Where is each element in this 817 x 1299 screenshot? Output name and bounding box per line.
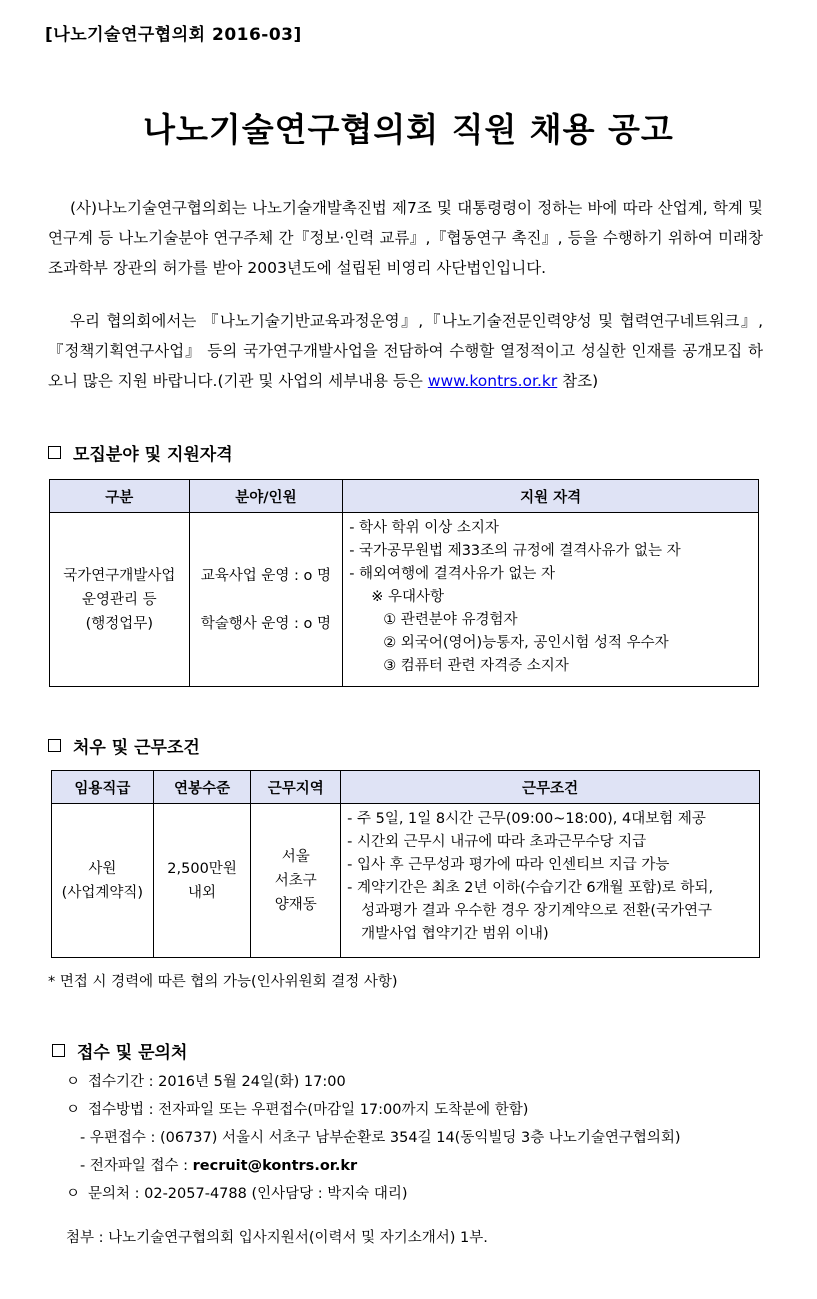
qualification-item: - 해외여행에 결격사유가 없는 자: [349, 566, 555, 582]
email-address[interactable]: recruit@kontrs.or.kr: [192, 1158, 358, 1174]
location-line: 서초구: [274, 872, 317, 889]
method-text: 접수방법 : 전자파일 또는 우편접수(마감일 17:00까지 도착분에 한함): [88, 1102, 529, 1118]
category-line: 운영관리 등: [81, 591, 157, 608]
header-conditions: 근무조건: [341, 771, 760, 804]
header-qualifications: 지원 자격: [343, 480, 759, 513]
rank-line: 사원: [88, 860, 117, 877]
cell-positions: [189, 513, 343, 687]
recruit-text: 우리 협의회에서는 『나노기술기반교육과정운영』,『나노기술전문인력양성 및 협력연구네트워크』,『정책기획연구사업』 등의 국가연구개발사업을 전담하여 수행할 열정적이고 성실한 인재를 공개모집 하오니 많은 지원 바랍니다.(기관 및 사업의 세부내용 등은: [48, 312, 763, 390]
header-positions: 분야/인원: [189, 480, 343, 513]
contact-method: [66, 1096, 681, 1124]
bullet-icon: ㅇ: [66, 1186, 81, 1202]
preference-item: ③ 컴퓨터 관련 자격증 소지자: [383, 658, 569, 674]
recruitment-table: [49, 479, 759, 687]
conditions-table: [51, 770, 760, 958]
cell-conditions: [341, 804, 760, 958]
category-line: (행정업무): [85, 615, 153, 632]
checkbox-square-icon: [48, 739, 61, 752]
checkbox-square-icon: [48, 446, 61, 459]
cell-qualifications: [343, 513, 759, 687]
document-number: [나노기술연구협의회 2016-03]: [45, 25, 302, 45]
category-line: 국가연구개발사업: [63, 567, 176, 584]
recruit-paragraph: [48, 306, 763, 396]
cell-category: [50, 513, 190, 687]
header-salary: 연봉수준: [153, 771, 251, 804]
preference-item: ① 관련분야 유경험자: [383, 612, 518, 628]
contact-period: [66, 1068, 681, 1096]
contact-post: - 우편접수 : (06737) 서울시 서초구 남부순환로 354길 14(동익빌딩 3층 나노기술연구협의회): [80, 1130, 681, 1146]
contact-list: [66, 1068, 681, 1208]
interview-note: * 면접 시 경력에 따른 협의 가능(인사위원회 결정 사항): [48, 974, 398, 990]
position-events: 학술행사 운영 : o 명: [200, 615, 332, 632]
contact-email: [66, 1152, 681, 1180]
intro-paragraph: [48, 193, 763, 283]
contact-inquiry: [66, 1180, 681, 1208]
condition-item: - 시간외 근무시 내규에 따라 초과근무수당 지급: [347, 834, 647, 850]
condition-item: - 주 5일, 1일 8시간 근무(09:00~18:00), 4대보험 제공: [347, 811, 706, 827]
email-label: - 전자파일 접수 :: [80, 1158, 193, 1174]
condition-item-cont: 성과평가 결과 우수한 경우 장기계약으로 전환(국가연구: [361, 903, 713, 919]
rank-line: (사업계약직): [61, 884, 144, 901]
location-line: 양재동: [274, 896, 317, 913]
header-rank: 임용직급: [52, 771, 154, 804]
section-conditions-heading: [48, 733, 200, 758]
bullet-icon: ㅇ: [66, 1102, 81, 1118]
section-conditions-title: 처우 및 근무조건: [73, 738, 200, 758]
position-education: 교육사업 운영 : o 명: [200, 567, 332, 584]
page-title: 나노기술연구협의회 직원 채용 공고: [143, 110, 674, 149]
section-contact-heading: [52, 1038, 187, 1063]
intro-text: (사)나노기술연구협의회는 나노기술개발촉진법 제7조 및 대통령령이 정하는 바에 따라 산업계, 학계 및 연구계 등 나노기술분야 연구주체 간『정보·인력 교류』,『협동연구 촉진』, 등을 수행하기 위하여 미래창조과학부 장관의 허가를 받아 2003년도에 설립된 비영리 사단법인입니다.: [48, 199, 763, 277]
location-line: 서울: [281, 848, 310, 865]
section-recruitment-title: 모집분야 및 지원자격: [73, 445, 233, 465]
header-category: 구분: [50, 480, 190, 513]
condition-item: - 입사 후 근무성과 평가에 따라 인센티브 지급 가능: [347, 857, 670, 873]
cell-salary: [153, 804, 251, 958]
attachment-note: 첨부 : 나노기술연구협의회 입사지원서(이력서 및 자기소개서) 1부.: [66, 1230, 488, 1246]
section-contact-title: 접수 및 문의처: [77, 1043, 188, 1063]
qualification-item: - 국가공무원법 제33조의 규정에 결격사유가 없는 자: [349, 543, 681, 559]
cell-rank: [52, 804, 154, 958]
salary-line: 내외: [188, 884, 217, 901]
section-recruitment-heading: [48, 440, 233, 465]
preference-item: ② 외국어(영어)능통자, 공인시험 성적 우수자: [383, 635, 669, 651]
recruit-text-end: 참조): [557, 372, 599, 390]
header-location: 근무지역: [251, 771, 341, 804]
inquiry-text: 문의처 : 02-2057-4788 (인사담당 : 박지숙 대리): [88, 1186, 408, 1202]
period-text: 접수기간 : 2016년 5월 24일(화) 17:00: [88, 1074, 346, 1090]
website-link[interactable]: www.kontrs.or.kr: [427, 372, 558, 390]
condition-item-cont: 개발사업 협약기간 범위 이내): [361, 926, 549, 942]
preference-heading: ※ 우대사항: [371, 589, 444, 605]
cell-location: [251, 804, 341, 958]
salary-line: 2,500만원: [167, 860, 237, 877]
bullet-icon: ㅇ: [66, 1074, 81, 1090]
condition-item: - 계약기간은 최초 2년 이하(수습기간 6개월 포함)로 하되,: [347, 880, 714, 896]
qualification-item: - 학사 학위 이상 소지자: [349, 520, 499, 536]
checkbox-square-icon: [52, 1044, 65, 1057]
